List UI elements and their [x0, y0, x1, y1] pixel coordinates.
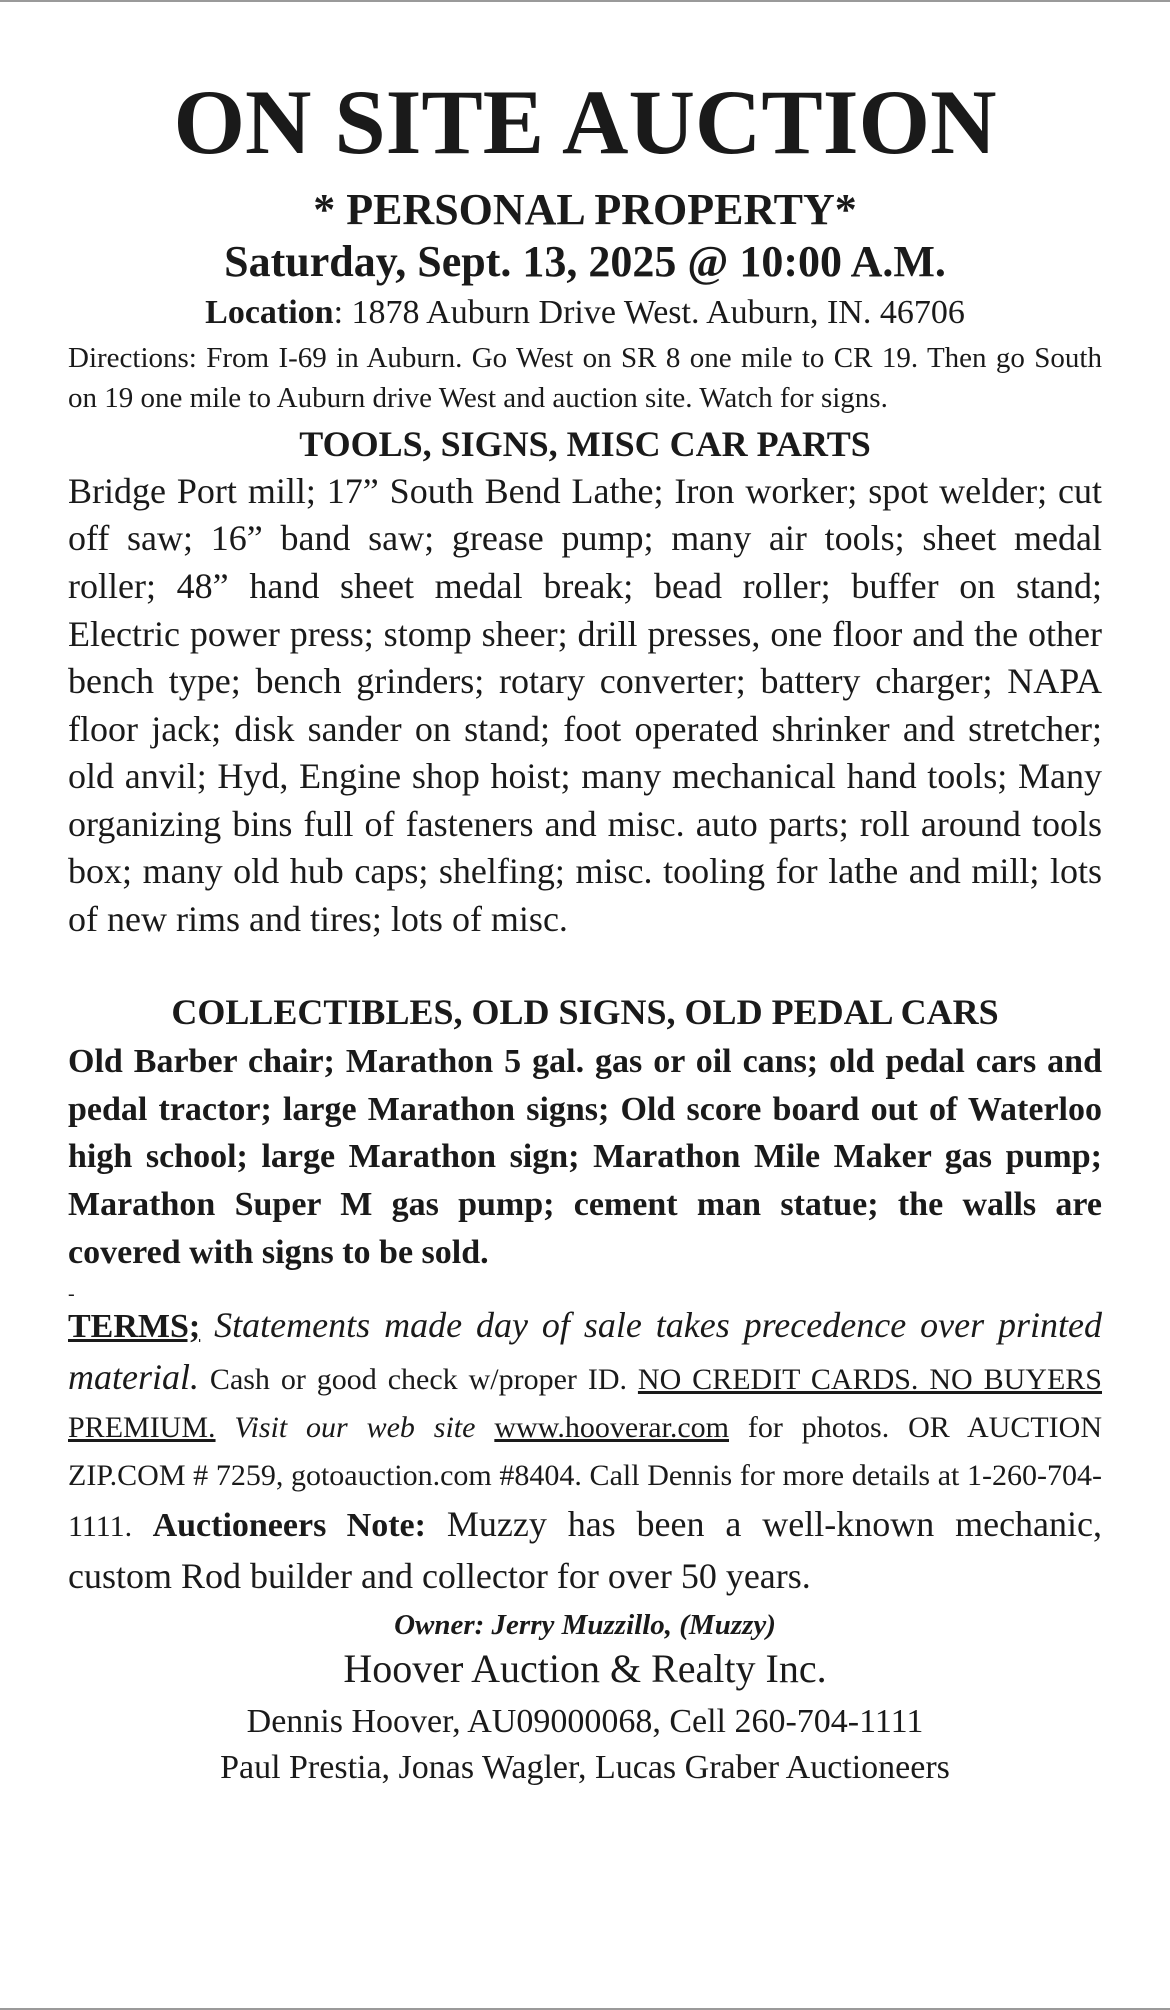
collectibles-heading: COLLECTIBLES, OLD SIGNS, OLD PEDAL CARS — [171, 992, 999, 1033]
contact-line-1: Dennis Hoover, AU09000068, Cell 260-704-1111 — [246, 1702, 924, 1740]
contact-line-2: Paul Prestia, Jonas Wagler, Lucas Graber Auctioneers — [220, 1748, 950, 1786]
auction-date: Saturday, Sept. 13, 2025 @ 10:00 A.M. — [224, 237, 946, 287]
terms-visit: Visit our web site — [215, 1410, 495, 1444]
terms-statement: Statements made day of sale takes precedence over printed material. — [68, 1305, 1102, 1397]
auction-title: ON SITE AUCTION — [173, 71, 997, 173]
terms-no-credit: NO CREDIT CARDS. NO BUYERS PREMIUM. — [68, 1362, 1102, 1444]
terms-photos: for photos. OR AUCTION ZIP.COM # 7259, gotoauction.com #8404. Call Dennis for more details at 1-260-704-1111. — [68, 1410, 1102, 1544]
owner-line: Owner: Jerry Muzzillo, (Muzzy) — [394, 1608, 776, 1641]
terms-block — [68, 1300, 1102, 1602]
collectibles-list: Old Barber chair; Marathon 5 gal. gas or oil cans; old pedal cars and pedal tractor; large Marathon signs; Old score board out of Waterloo high school; large Marathon sign; Marathon Mile Maker gas pump; Marathon Super M gas pump; cement man statue; the walls are covered with signs to be sold. — [68, 1043, 1102, 1271]
terms-payment: Cash or good check w/proper ID. — [199, 1362, 638, 1396]
location-label: Location — [205, 293, 334, 331]
company-name: Hoover Auction & Realty Inc. — [343, 1645, 827, 1691]
auction-subtitle: * PERSONAL PROPERTY* — [313, 185, 857, 234]
location-address: : 1878 Auburn Drive West. Auburn, IN. 46706 — [333, 293, 965, 331]
terms-label: TERMS; — [68, 1308, 201, 1346]
separator-dash: - — [68, 1283, 75, 1306]
directions-text: Directions: From I-69 in Auburn. Go West on SR 8 one mile to CR 19. Then go South on 19 one mile to Auburn drive West and auction site. Watch for signs. — [68, 341, 1102, 415]
location-line — [68, 293, 1102, 334]
auctioneers-note-text: Muzzy has been a well-known mechanic, custom Rod builder and collector for over 50 years. — [68, 1504, 1103, 1596]
website-link[interactable]: www.hooverar.com — [494, 1410, 729, 1444]
tools-list: Bridge Port mill; 17” South Bend Lathe; Iron worker; spot welder; cut off saw; 16” band saw; grease pump; many air tools; sheet medal roller; 48” hand sheet medal break; bead roller; buffer on stand; Electric power press; stomp sheer; drill presses, one floor and the other bench type; bench grinders; rotary converter; battery charger; NAPA floor jack; disk sander on stand; foot operated shrinker and stretcher; old anvil; Hyd, Engine shop hoist; many mechanical hand tools; Many organizing bins full of fasteners and misc. auto parts; roll around tools box; many old hub caps; shelfing; misc. tooling for lathe and mill; lots of new rims and tires; lots of misc. — [68, 470, 1102, 939]
tools-heading: TOOLS, SIGNS, MISC CAR PARTS — [299, 423, 871, 464]
auctioneers-note-label: Auctioneers Note: — [152, 1507, 426, 1545]
